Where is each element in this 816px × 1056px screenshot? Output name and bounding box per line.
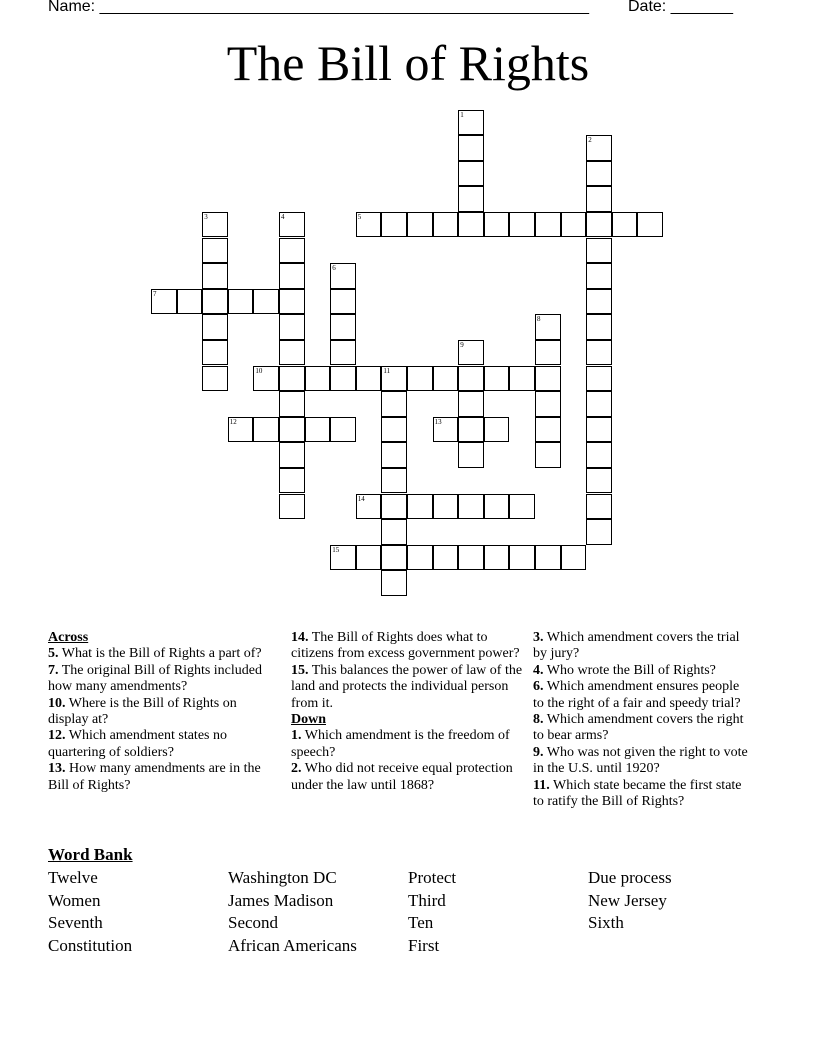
crossword-cell[interactable] xyxy=(202,366,228,392)
clue-text: What is the Bill of Rights a part of? xyxy=(58,646,262,662)
crossword-cell[interactable] xyxy=(535,314,561,340)
word-bank-item: Seventh xyxy=(48,913,103,933)
crossword-cell[interactable] xyxy=(458,494,484,520)
crossword-cell[interactable] xyxy=(535,340,561,366)
clue-number-label: 5 xyxy=(357,212,362,221)
across-clue xyxy=(48,696,273,729)
crossword-cell[interactable] xyxy=(202,238,228,264)
clue-text: The Bill of Rights does what to citizens from excess government power? xyxy=(291,630,520,662)
crossword-cell[interactable] xyxy=(279,391,305,417)
crossword-cell[interactable] xyxy=(586,135,612,161)
crossword-cell[interactable] xyxy=(484,545,510,571)
name-field-label[interactable]: Name: _______________________________________________________ xyxy=(48,0,589,15)
clue-number-label: 4 xyxy=(281,212,285,221)
word-bank-item: First xyxy=(408,935,440,955)
clue-number: 10. xyxy=(48,695,66,711)
crossword-cell[interactable] xyxy=(484,212,510,238)
crossword-cell[interactable] xyxy=(586,289,612,315)
crossword-cell[interactable] xyxy=(381,468,407,494)
crossword-cell[interactable] xyxy=(637,212,663,238)
crossword-cell[interactable] xyxy=(202,314,228,340)
clue-number: 14. xyxy=(291,630,309,645)
clue-number: 6. xyxy=(533,679,544,695)
crossword-cell[interactable] xyxy=(202,263,228,289)
crossword-cell[interactable] xyxy=(433,212,459,238)
clue-number-label: 11 xyxy=(383,366,391,375)
crossword-cell[interactable] xyxy=(458,366,484,392)
clue-number: 12. xyxy=(48,728,66,744)
crossword-cell[interactable] xyxy=(458,391,484,417)
down-clue xyxy=(533,712,753,745)
crossword-cell[interactable] xyxy=(535,212,561,238)
down-clue xyxy=(533,679,753,712)
crossword-cell[interactable] xyxy=(253,417,279,443)
word-bank-item: James Madison xyxy=(228,890,334,910)
crossword-cell[interactable] xyxy=(535,417,561,443)
clue-text: Who did not receive equal protection under the law until 1868? xyxy=(291,761,513,793)
crossword-cell[interactable] xyxy=(458,110,484,136)
crossword-cell[interactable] xyxy=(330,289,356,315)
crossword-cell[interactable] xyxy=(330,545,356,571)
across-clue xyxy=(291,663,523,712)
crossword-cell[interactable] xyxy=(509,212,535,238)
crossword-cell[interactable] xyxy=(561,545,587,571)
crossword-cell[interactable] xyxy=(407,545,433,571)
clue-number-label: 8 xyxy=(537,315,541,324)
clue-text: Who wrote the Bill of Rights? xyxy=(543,662,716,678)
word-bank-item: Sixth xyxy=(588,913,624,933)
down-clue xyxy=(533,630,753,663)
crossword-cell[interactable] xyxy=(279,212,305,238)
crossword-cell[interactable] xyxy=(305,417,331,443)
crossword-cell[interactable] xyxy=(433,494,459,520)
crossword-cell[interactable] xyxy=(586,212,612,238)
crossword-cell[interactable] xyxy=(586,391,612,417)
crossword-cell[interactable] xyxy=(433,417,459,443)
clue-number: 4. xyxy=(533,662,544,678)
crossword-cell[interactable] xyxy=(381,442,407,468)
crossword-cell[interactable] xyxy=(330,340,356,366)
crossword-cell[interactable] xyxy=(305,366,331,392)
crossword-cell[interactable] xyxy=(458,545,484,571)
crossword-cell[interactable] xyxy=(509,366,535,392)
crossword-cell[interactable] xyxy=(279,314,305,340)
crossword-cell[interactable] xyxy=(586,417,612,443)
crossword-cell[interactable] xyxy=(586,238,612,264)
crossword-cell[interactable] xyxy=(458,442,484,468)
crossword-cell[interactable] xyxy=(535,442,561,468)
crossword-cell[interactable] xyxy=(202,289,228,315)
crossword-cell[interactable] xyxy=(253,289,279,315)
crossword-cell[interactable] xyxy=(202,212,228,238)
clue-text: How many amendments are in the Bill of Rights? xyxy=(48,761,261,793)
crossword-cell[interactable] xyxy=(407,212,433,238)
clue-number: 13. xyxy=(48,761,66,777)
across-clue xyxy=(48,663,273,696)
crossword-cell[interactable] xyxy=(228,417,254,443)
crossword-cell[interactable] xyxy=(458,186,484,212)
crossword-cell[interactable] xyxy=(330,314,356,340)
clue-number-label: 3 xyxy=(204,212,208,221)
crossword-cell[interactable] xyxy=(586,442,612,468)
crossword-cell[interactable] xyxy=(458,340,484,366)
crossword-cell[interactable] xyxy=(356,212,382,238)
word-bank-item: Protect xyxy=(408,868,457,887)
crossword-cell[interactable] xyxy=(279,494,305,520)
clue-number-label: 10 xyxy=(255,366,263,375)
crossword-cell[interactable] xyxy=(381,545,407,571)
crossword-cell[interactable] xyxy=(279,340,305,366)
across-heading: Across xyxy=(48,630,89,645)
word-bank-item: Constitution xyxy=(48,935,133,955)
word-bank-item: Due process xyxy=(588,868,672,887)
clue-number: 2. xyxy=(291,761,302,777)
crossword-cell[interactable] xyxy=(484,494,510,520)
across-clue xyxy=(48,646,273,662)
crossword-cell[interactable] xyxy=(228,289,254,315)
crossword-cell[interactable] xyxy=(458,212,484,238)
crossword-cell[interactable] xyxy=(279,366,305,392)
crossword-cell[interactable] xyxy=(279,468,305,494)
crossword-cell[interactable] xyxy=(407,366,433,392)
crossword-cell[interactable] xyxy=(279,263,305,289)
clue-number: 8. xyxy=(533,712,544,728)
clue-column-2 xyxy=(291,630,523,794)
crossword-cell[interactable] xyxy=(535,366,561,392)
clue-text: This balances the power of law of the land and protects the individual person from it. xyxy=(291,662,523,711)
crossword-cell[interactable] xyxy=(356,494,382,520)
crossword-cell[interactable] xyxy=(509,494,535,520)
crossword-cell[interactable] xyxy=(381,494,407,520)
crossword-cell[interactable] xyxy=(458,417,484,443)
clue-text: Where is the Bill of Rights on display at? xyxy=(48,695,237,728)
word-bank-item: Washington DC xyxy=(228,868,337,887)
down-clue xyxy=(533,663,753,679)
word-bank-title: Word Bank xyxy=(48,845,133,864)
clue-number: 3. xyxy=(533,630,544,645)
crossword-cell[interactable] xyxy=(586,186,612,212)
word-bank-item: New Jersey xyxy=(588,890,667,910)
crossword-cell[interactable] xyxy=(330,417,356,443)
crossword-cell[interactable] xyxy=(330,366,356,392)
crossword-cell[interactable] xyxy=(586,314,612,340)
crossword-cell[interactable] xyxy=(279,417,305,443)
crossword-cell[interactable] xyxy=(381,570,407,596)
clue-text: Who was not given the right to vote in the U.S. until 1920? xyxy=(533,744,748,777)
crossword-cell[interactable] xyxy=(535,545,561,571)
down-clue xyxy=(291,761,523,794)
crossword-cell[interactable] xyxy=(381,212,407,238)
crossword-cell[interactable] xyxy=(586,519,612,545)
clue-number: 9. xyxy=(533,744,544,760)
crossword-cell[interactable] xyxy=(279,238,305,264)
clue-number: 5. xyxy=(48,646,59,662)
down-clue xyxy=(533,778,753,811)
across-clue xyxy=(291,630,523,663)
crossword-cell[interactable] xyxy=(458,135,484,161)
crossword-cell[interactable] xyxy=(484,417,510,443)
clue-number-label: 13 xyxy=(434,417,442,426)
across-clue xyxy=(48,728,273,761)
down-heading: Down xyxy=(291,712,327,728)
crossword-cell[interactable] xyxy=(202,340,228,366)
clue-number: 1. xyxy=(291,728,302,744)
across-clue xyxy=(48,761,273,794)
crossword-cell[interactable] xyxy=(458,161,484,187)
date-field-label[interactable]: Date: _______ xyxy=(628,0,733,15)
crossword-cell[interactable] xyxy=(586,494,612,520)
clue-text: The original Bill of Rights included how many amendments? xyxy=(48,662,262,695)
crossword-cell[interactable] xyxy=(151,289,177,315)
clue-number-label: 15 xyxy=(332,545,340,554)
crossword-cell[interactable] xyxy=(381,519,407,545)
clue-text: Which amendment ensures people to the right of a fair and speedy trial? xyxy=(533,679,741,711)
word-bank-item: Second xyxy=(228,913,279,933)
clue-column-1 xyxy=(48,630,273,794)
word-bank-item: Twelve xyxy=(48,868,98,887)
word-bank-item: Third xyxy=(408,890,446,910)
crossword-cell[interactable] xyxy=(381,366,407,392)
clue-number-label: 14 xyxy=(357,494,365,503)
page-title: The Bill of Rights xyxy=(226,35,590,91)
crossword-cell[interactable] xyxy=(253,366,279,392)
clue-number-label: 6 xyxy=(332,264,336,273)
clue-number-label: 1 xyxy=(460,110,464,119)
clue-number: 15. xyxy=(291,662,309,678)
crossword-cell[interactable] xyxy=(586,366,612,392)
word-bank-item: African Americans xyxy=(228,935,357,955)
crossword-cell[interactable] xyxy=(535,391,561,417)
clue-number-label: 9 xyxy=(460,340,464,349)
clue-text: Which amendment states no quartering of soldiers? xyxy=(48,728,227,760)
clue-number-label: 7 xyxy=(153,289,157,298)
clue-text: Which amendment covers the trial by jury? xyxy=(533,630,740,662)
crossword-cell[interactable] xyxy=(381,417,407,443)
clue-number: 7. xyxy=(48,662,59,678)
crossword-cell[interactable] xyxy=(586,340,612,366)
crossword-cell[interactable] xyxy=(433,545,459,571)
crossword-cell[interactable] xyxy=(586,468,612,494)
crossword-cell[interactable] xyxy=(433,366,459,392)
clue-number: 11. xyxy=(533,777,550,793)
clue-column-3 xyxy=(533,630,753,810)
crossword-cell[interactable] xyxy=(612,212,638,238)
crossword-cell[interactable] xyxy=(509,545,535,571)
crossword-cell[interactable] xyxy=(561,212,587,238)
clue-number-label: 12 xyxy=(229,417,237,426)
crossword-cell[interactable] xyxy=(177,289,203,315)
crossword-cell[interactable] xyxy=(381,391,407,417)
clue-text: Which state became the first state to ratify the Bill of Rights? xyxy=(533,777,742,810)
crossword-cell[interactable] xyxy=(407,494,433,520)
crossword-cell[interactable] xyxy=(586,263,612,289)
crossword-cell[interactable] xyxy=(279,289,305,315)
crossword-cell[interactable] xyxy=(586,161,612,187)
crossword-cell[interactable] xyxy=(356,545,382,571)
clue-text: Which amendment covers the right to bear arms? xyxy=(533,712,744,744)
clue-text: Which amendment is the freedom of speech? xyxy=(291,728,510,760)
crossword-cell[interactable] xyxy=(484,366,510,392)
down-clue xyxy=(533,745,753,778)
word-bank-item: Ten xyxy=(408,913,434,933)
down-clue xyxy=(291,728,523,761)
crossword-cell[interactable] xyxy=(356,366,382,392)
crossword-cell[interactable] xyxy=(279,442,305,468)
clue-number-label: 2 xyxy=(588,136,592,145)
word-bank-item: Women xyxy=(48,890,101,910)
crossword-cell[interactable] xyxy=(330,263,356,289)
